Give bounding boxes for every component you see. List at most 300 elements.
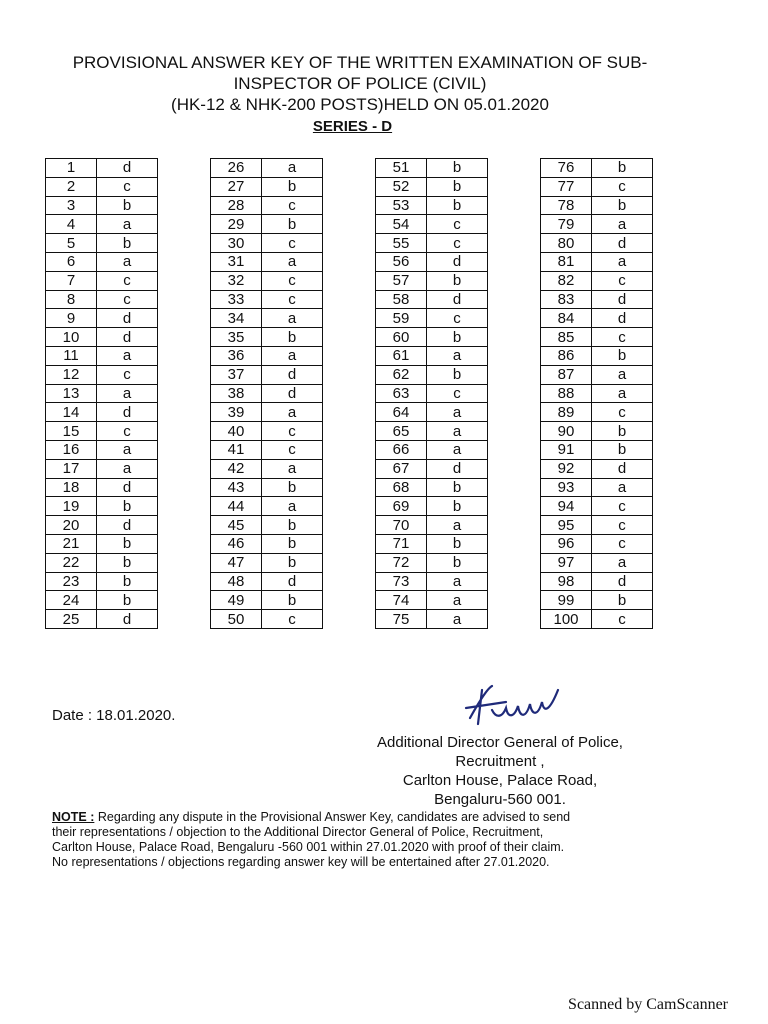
question-number: 64	[376, 403, 427, 422]
question-number: 44	[211, 497, 262, 516]
answer-row	[541, 234, 653, 253]
scanner-watermark: Scanned by CamScanner	[568, 996, 728, 1013]
answer-option: b	[592, 159, 653, 178]
answer-row	[541, 422, 653, 441]
question-number: 40	[211, 422, 262, 441]
question-number: 79	[541, 215, 592, 234]
answer-row	[211, 328, 323, 347]
answer-option: b	[262, 534, 323, 553]
answer-row	[46, 384, 158, 403]
answer-row	[376, 440, 488, 459]
answer-option: d	[592, 234, 653, 253]
answer-row	[46, 234, 158, 253]
answer-option: b	[97, 196, 158, 215]
answer-option: c	[97, 271, 158, 290]
answer-row	[376, 534, 488, 553]
answer-row	[46, 309, 158, 328]
question-number: 25	[46, 610, 97, 629]
question-number: 17	[46, 459, 97, 478]
answer-option: d	[592, 309, 653, 328]
question-number: 30	[211, 234, 262, 253]
answer-row	[46, 591, 158, 610]
question-number: 67	[376, 459, 427, 478]
answer-option: a	[262, 252, 323, 271]
question-number: 76	[541, 159, 592, 178]
question-number: 84	[541, 309, 592, 328]
question-number: 90	[541, 422, 592, 441]
answer-row	[541, 591, 653, 610]
note-line-4: No representations / objections regarding answer key will be entertained after 27.01.2020.	[52, 855, 550, 869]
answer-option: b	[592, 196, 653, 215]
question-number: 50	[211, 610, 262, 629]
answer-row	[211, 346, 323, 365]
question-number: 69	[376, 497, 427, 516]
answer-option: a	[592, 478, 653, 497]
answer-row	[541, 252, 653, 271]
question-number: 22	[46, 553, 97, 572]
title-line-2: INSPECTOR OF POLICE (CIVIL)	[233, 74, 487, 93]
answer-row	[211, 234, 323, 253]
question-number: 46	[211, 534, 262, 553]
question-number: 29	[211, 215, 262, 234]
question-number: 85	[541, 328, 592, 347]
answer-option: b	[97, 591, 158, 610]
question-number: 56	[376, 252, 427, 271]
question-number: 20	[46, 516, 97, 535]
question-number: 61	[376, 346, 427, 365]
question-number: 77	[541, 177, 592, 196]
office-line-4: Bengaluru-560 001.	[434, 791, 566, 808]
answer-option: d	[97, 159, 158, 178]
answer-row	[46, 365, 158, 384]
question-number: 7	[46, 271, 97, 290]
question-number: 66	[376, 440, 427, 459]
answer-row	[46, 271, 158, 290]
answer-row	[376, 610, 488, 629]
answer-option: a	[97, 384, 158, 403]
question-number: 60	[376, 328, 427, 347]
question-number: 43	[211, 478, 262, 497]
answer-row	[541, 290, 653, 309]
answer-option: c	[262, 440, 323, 459]
answer-option: b	[97, 497, 158, 516]
question-number: 58	[376, 290, 427, 309]
answer-row	[376, 290, 488, 309]
answer-row	[46, 328, 158, 347]
question-number: 47	[211, 553, 262, 572]
answer-option: b	[97, 553, 158, 572]
question-number: 35	[211, 328, 262, 347]
answer-option: a	[427, 422, 488, 441]
answer-option: b	[427, 196, 488, 215]
question-number: 14	[46, 403, 97, 422]
question-number: 80	[541, 234, 592, 253]
answer-row	[376, 215, 488, 234]
series-heading: SERIES - D	[312, 118, 393, 135]
answer-table-1-25	[45, 158, 158, 629]
question-number: 23	[46, 572, 97, 591]
answer-row	[46, 159, 158, 178]
question-number: 54	[376, 215, 427, 234]
answer-row	[376, 234, 488, 253]
answer-row	[376, 365, 488, 384]
answer-option: a	[427, 572, 488, 591]
question-number: 86	[541, 346, 592, 365]
answer-row	[541, 271, 653, 290]
question-number: 34	[211, 309, 262, 328]
question-number: 49	[211, 591, 262, 610]
answer-option: c	[592, 328, 653, 347]
answer-row	[376, 478, 488, 497]
answer-option: c	[592, 534, 653, 553]
answer-row	[46, 346, 158, 365]
question-number: 73	[376, 572, 427, 591]
answer-option: b	[427, 328, 488, 347]
answer-row	[541, 384, 653, 403]
answer-row	[541, 459, 653, 478]
answer-row	[211, 403, 323, 422]
answer-option: b	[97, 572, 158, 591]
question-number: 45	[211, 516, 262, 535]
question-number: 12	[46, 365, 97, 384]
question-number: 99	[541, 591, 592, 610]
answer-row	[46, 290, 158, 309]
answer-row	[376, 271, 488, 290]
question-number: 78	[541, 196, 592, 215]
question-number: 59	[376, 309, 427, 328]
note-line-1	[52, 810, 662, 825]
question-number: 71	[376, 534, 427, 553]
answer-option: b	[97, 234, 158, 253]
answer-row	[46, 459, 158, 478]
answer-row	[46, 572, 158, 591]
answer-option: c	[262, 610, 323, 629]
answer-option: a	[427, 591, 488, 610]
question-number: 5	[46, 234, 97, 253]
note-paragraph	[52, 810, 662, 870]
question-number: 95	[541, 516, 592, 535]
answer-row	[46, 478, 158, 497]
answer-option: b	[97, 534, 158, 553]
question-number: 82	[541, 271, 592, 290]
answer-row	[211, 572, 323, 591]
question-number: 89	[541, 403, 592, 422]
question-number: 52	[376, 177, 427, 196]
note-label: NOTE :	[52, 810, 95, 824]
answer-row	[211, 365, 323, 384]
answer-option: c	[427, 384, 488, 403]
answer-option: c	[262, 196, 323, 215]
answer-row	[46, 610, 158, 629]
question-number: 94	[541, 497, 592, 516]
question-number: 32	[211, 271, 262, 290]
answer-row	[376, 328, 488, 347]
question-number: 97	[541, 553, 592, 572]
answer-row	[211, 553, 323, 572]
question-number: 11	[46, 346, 97, 365]
answer-row	[376, 403, 488, 422]
answer-row	[46, 177, 158, 196]
question-number: 1	[46, 159, 97, 178]
answer-option: d	[427, 290, 488, 309]
answer-row	[541, 534, 653, 553]
answer-row	[211, 422, 323, 441]
answer-row	[541, 365, 653, 384]
title-line-1: PROVISIONAL ANSWER KEY OF THE WRITTEN EXAMINATION OF SUB-	[72, 53, 648, 72]
question-number: 2	[46, 177, 97, 196]
answer-row	[541, 309, 653, 328]
question-number: 27	[211, 177, 262, 196]
question-number: 3	[46, 196, 97, 215]
answer-table-76-100	[540, 158, 653, 629]
answer-option: d	[592, 459, 653, 478]
answer-row	[541, 346, 653, 365]
question-number: 62	[376, 365, 427, 384]
answer-row	[211, 271, 323, 290]
question-number: 31	[211, 252, 262, 271]
answer-option: b	[262, 516, 323, 535]
answer-row	[541, 553, 653, 572]
answer-option: c	[592, 177, 653, 196]
question-number: 68	[376, 478, 427, 497]
answer-option: c	[592, 497, 653, 516]
answer-row	[541, 497, 653, 516]
answer-row	[376, 497, 488, 516]
question-number: 91	[541, 440, 592, 459]
answer-row	[376, 516, 488, 535]
question-number: 65	[376, 422, 427, 441]
answer-option: a	[97, 215, 158, 234]
question-number: 21	[46, 534, 97, 553]
question-number: 24	[46, 591, 97, 610]
answer-option: b	[427, 365, 488, 384]
answer-row	[541, 440, 653, 459]
answer-row	[541, 478, 653, 497]
answer-option: a	[427, 610, 488, 629]
question-number: 70	[376, 516, 427, 535]
question-number: 74	[376, 591, 427, 610]
question-number: 88	[541, 384, 592, 403]
answer-option: b	[262, 177, 323, 196]
answer-row	[211, 177, 323, 196]
question-number: 8	[46, 290, 97, 309]
answer-option: b	[427, 159, 488, 178]
answer-option: b	[592, 422, 653, 441]
question-number: 87	[541, 365, 592, 384]
note-line-2: their representations / objection to the Additional Director General of Police, Recruitment,	[52, 825, 544, 839]
question-number: 41	[211, 440, 262, 459]
answer-option: a	[262, 497, 323, 516]
answer-option: d	[97, 328, 158, 347]
answer-row	[46, 422, 158, 441]
answer-row	[211, 591, 323, 610]
question-number: 38	[211, 384, 262, 403]
answer-row	[376, 177, 488, 196]
answer-option: c	[262, 271, 323, 290]
answer-row	[376, 553, 488, 572]
answer-option: b	[262, 553, 323, 572]
answer-option: a	[592, 252, 653, 271]
answer-row	[376, 196, 488, 215]
question-number: 28	[211, 196, 262, 215]
answer-row	[376, 591, 488, 610]
answer-table-26-50	[210, 158, 323, 629]
answer-option: c	[427, 215, 488, 234]
signature	[462, 680, 572, 735]
answer-option: a	[97, 459, 158, 478]
answer-option: c	[427, 309, 488, 328]
answer-row	[541, 215, 653, 234]
answer-row	[46, 440, 158, 459]
answer-row	[211, 478, 323, 497]
answer-option: a	[262, 159, 323, 178]
answer-option: d	[592, 290, 653, 309]
question-number: 55	[376, 234, 427, 253]
answer-row	[376, 572, 488, 591]
answer-option: d	[262, 365, 323, 384]
question-number: 63	[376, 384, 427, 403]
answer-option: a	[97, 440, 158, 459]
answer-option: d	[262, 572, 323, 591]
question-number: 18	[46, 478, 97, 497]
answer-option: c	[97, 290, 158, 309]
answer-row	[211, 516, 323, 535]
answer-row	[541, 516, 653, 535]
answer-row	[541, 328, 653, 347]
answer-option: b	[592, 440, 653, 459]
answer-row	[211, 290, 323, 309]
answer-option: a	[97, 346, 158, 365]
question-number: 100	[541, 610, 592, 629]
note-text-1: Regarding any dispute in the Provisional Answer Key, candidates are advised to send	[97, 810, 571, 824]
question-number: 37	[211, 365, 262, 384]
office-line-3: Carlton House, Palace Road,	[402, 772, 598, 789]
note-line-3: Carlton House, Palace Road, Bengaluru -560 001 within 27.01.2020 with proof of their claim.	[52, 840, 565, 854]
answer-option: d	[592, 572, 653, 591]
answer-option: c	[262, 234, 323, 253]
answer-row	[46, 196, 158, 215]
answer-option: d	[97, 516, 158, 535]
answer-option: c	[97, 365, 158, 384]
question-number: 36	[211, 346, 262, 365]
answer-row	[46, 553, 158, 572]
question-number: 83	[541, 290, 592, 309]
answer-option: b	[262, 591, 323, 610]
answer-table-51-75	[375, 158, 488, 629]
answer-option: a	[427, 403, 488, 422]
question-number: 33	[211, 290, 262, 309]
question-number: 19	[46, 497, 97, 516]
answer-row	[211, 384, 323, 403]
question-number: 6	[46, 252, 97, 271]
answer-option: a	[262, 346, 323, 365]
question-number: 92	[541, 459, 592, 478]
answer-option: a	[592, 215, 653, 234]
answer-row	[46, 403, 158, 422]
answer-option: c	[592, 271, 653, 290]
answer-option: b	[427, 553, 488, 572]
question-number: 15	[46, 422, 97, 441]
answer-option: d	[97, 309, 158, 328]
answer-row	[211, 252, 323, 271]
answer-option: a	[262, 459, 323, 478]
answer-option: b	[262, 215, 323, 234]
question-number: 53	[376, 196, 427, 215]
question-number: 13	[46, 384, 97, 403]
answer-option: b	[427, 478, 488, 497]
answer-option: b	[592, 591, 653, 610]
answer-row	[541, 610, 653, 629]
question-number: 96	[541, 534, 592, 553]
question-number: 93	[541, 478, 592, 497]
answer-option: a	[427, 440, 488, 459]
office-line-2: Recruitment ,	[455, 753, 545, 770]
answer-row	[541, 159, 653, 178]
answer-row	[211, 459, 323, 478]
question-number: 16	[46, 440, 97, 459]
answer-row	[541, 572, 653, 591]
answer-option: d	[97, 478, 158, 497]
answer-option: a	[592, 384, 653, 403]
question-number: 81	[541, 252, 592, 271]
answer-option: b	[262, 328, 323, 347]
question-number: 48	[211, 572, 262, 591]
answer-option: a	[592, 365, 653, 384]
answer-option: c	[262, 290, 323, 309]
question-number: 42	[211, 459, 262, 478]
answer-option: b	[427, 177, 488, 196]
answer-option: c	[592, 516, 653, 535]
answer-option: b	[427, 534, 488, 553]
answer-row	[46, 252, 158, 271]
answer-row	[211, 309, 323, 328]
question-number: 75	[376, 610, 427, 629]
office-line-1: Additional Director General of Police,	[377, 734, 623, 751]
question-number: 51	[376, 159, 427, 178]
question-number: 39	[211, 403, 262, 422]
answer-option: d	[427, 459, 488, 478]
answer-row	[211, 610, 323, 629]
document-title	[40, 52, 680, 115]
answer-row	[376, 384, 488, 403]
answer-row	[46, 497, 158, 516]
answer-row	[376, 309, 488, 328]
answer-row	[541, 177, 653, 196]
answer-option: a	[427, 346, 488, 365]
answer-option: d	[97, 403, 158, 422]
question-number: 10	[46, 328, 97, 347]
issue-date: Date : 18.01.2020.	[52, 707, 176, 724]
answer-row	[211, 440, 323, 459]
answer-row	[541, 403, 653, 422]
answer-option: b	[262, 478, 323, 497]
answer-option: b	[592, 346, 653, 365]
answer-row	[46, 215, 158, 234]
answer-option: b	[427, 497, 488, 516]
answer-option: c	[97, 422, 158, 441]
question-number: 72	[376, 553, 427, 572]
answer-option: c	[592, 403, 653, 422]
answer-row	[376, 252, 488, 271]
answer-row	[376, 346, 488, 365]
answer-option: a	[262, 309, 323, 328]
answer-row	[376, 422, 488, 441]
answer-option: a	[97, 252, 158, 271]
answer-row	[541, 196, 653, 215]
answer-option: a	[592, 553, 653, 572]
answer-option: a	[427, 516, 488, 535]
answer-option: d	[262, 384, 323, 403]
